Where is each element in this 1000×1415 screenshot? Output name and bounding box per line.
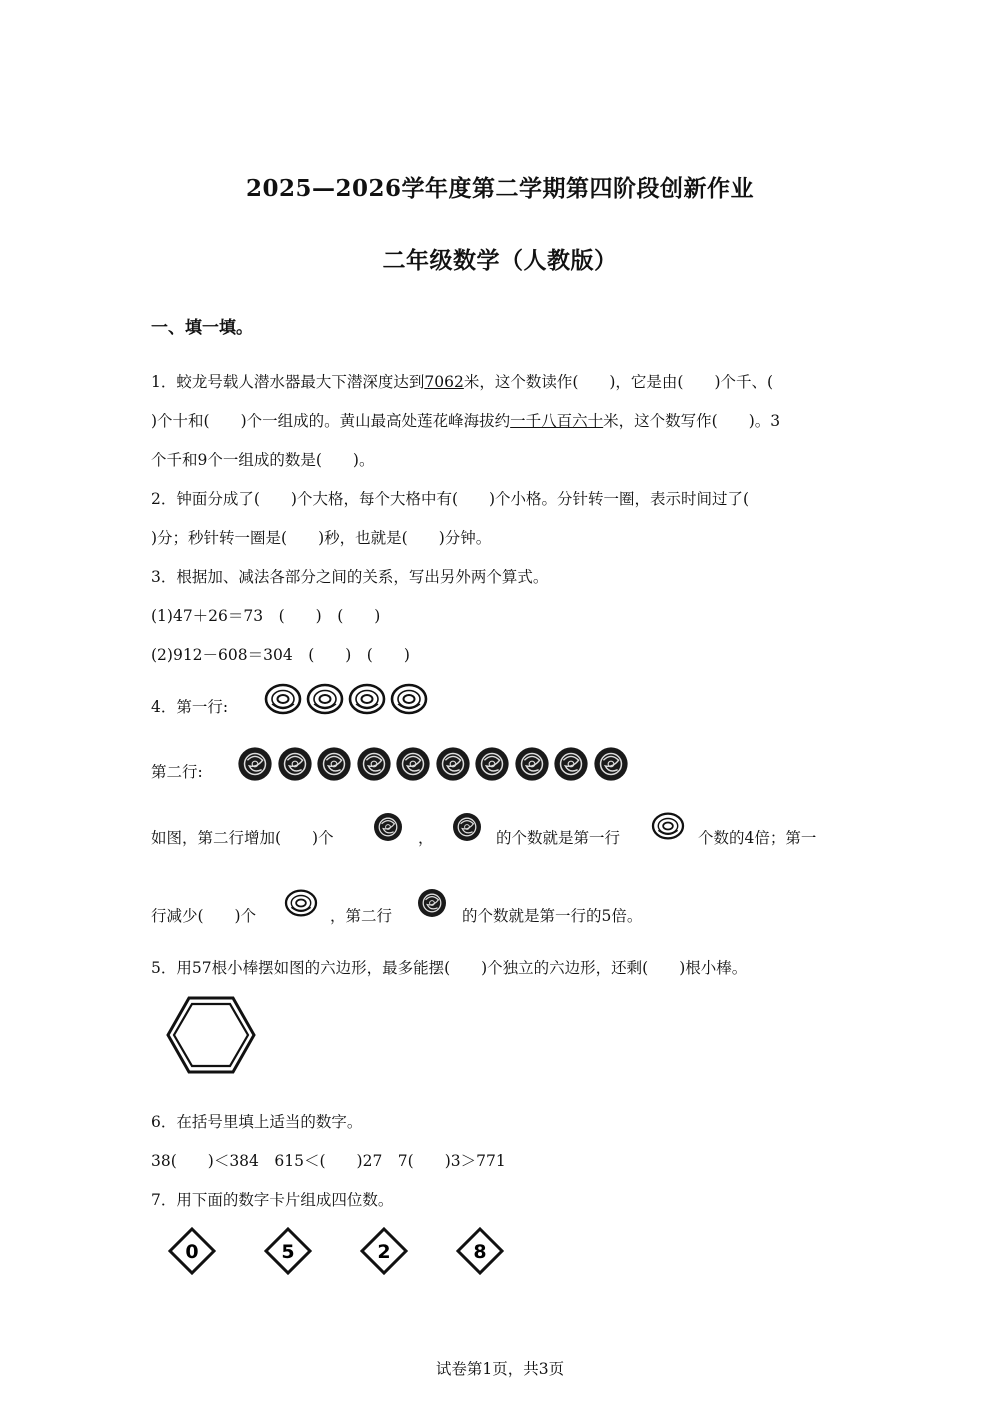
ball-icon bbox=[372, 811, 404, 843]
number-card-digit: 8 bbox=[473, 1241, 487, 1263]
ball-icon bbox=[236, 745, 274, 783]
q5-text: 5．用57根小棒摆如图的六边形，最多能摆( )个独立的六边形，还剩( )根小棒。 bbox=[151, 959, 748, 977]
number-card bbox=[456, 1227, 504, 1275]
q1-line2 bbox=[151, 411, 780, 431]
q1-line3: 个千和9个一组成的数是( )。 bbox=[151, 451, 375, 469]
q4-text-7: 的个数就是第一行的5倍。 bbox=[462, 907, 643, 925]
page-subtitle: 二年级数学（人教版） bbox=[382, 247, 618, 274]
q1-text-c: )个十和( )个一组成的。黄山最高处莲花峰海拔约 bbox=[151, 412, 511, 430]
q4-text-2: ， bbox=[418, 829, 434, 847]
ball-icon bbox=[355, 745, 393, 783]
q3-equation-2: (2)912－608＝304 ( ) ( ) bbox=[151, 646, 410, 664]
q1-underlined-number: 7062 bbox=[424, 373, 464, 391]
ring-icon bbox=[389, 682, 429, 716]
ball-icon bbox=[394, 745, 432, 783]
q2-line1: 2．钟面分成了( )个大格，每个大格中有( )个小格。分针转一圈，表示时间过了( bbox=[151, 490, 750, 508]
q6-items: 38( )＜384 615＜( )27 7( )3＞771 bbox=[151, 1152, 506, 1170]
ring-icon bbox=[347, 682, 387, 716]
number-card-digit: 0 bbox=[185, 1241, 199, 1263]
ring-icon bbox=[305, 682, 345, 716]
ball-icon bbox=[473, 745, 511, 783]
q1-text-d: 米，这个数写作( )。3 bbox=[603, 412, 781, 430]
ball-icon bbox=[276, 745, 314, 783]
q7-stem: 7．用下面的数字卡片组成四位数。 bbox=[151, 1191, 394, 1209]
number-card bbox=[360, 1227, 408, 1275]
page-footer: 试卷第1页，共3页 bbox=[435, 1360, 565, 1378]
number-card bbox=[168, 1227, 216, 1275]
ring-icon bbox=[650, 811, 686, 841]
q2-line2: )分；秒针转一圈是( )秒，也就是( )分钟。 bbox=[151, 529, 492, 547]
q1-line1 bbox=[151, 372, 773, 392]
ball-icon bbox=[552, 745, 590, 783]
q3-equation-1: (1)47＋26＝73 ( ) ( ) bbox=[151, 607, 381, 625]
ball-icon bbox=[416, 887, 448, 919]
ball-icon bbox=[513, 745, 551, 783]
q4-row1-label: 4．第一行: bbox=[151, 698, 229, 716]
number-card-digit: 5 bbox=[281, 1241, 295, 1263]
number-card-digit: 2 bbox=[377, 1241, 391, 1263]
ball-icon bbox=[315, 745, 353, 783]
q1-text-b: 米，这个数读作( )，它是由( )个千、( bbox=[463, 373, 774, 391]
q1-underlined-words: 一千八百六十 bbox=[510, 412, 604, 430]
q3-stem: 3．根据加、减法各部分之间的关系，写出另外两个算式。 bbox=[151, 568, 549, 586]
q4-text-5: 行减少( )个 bbox=[151, 907, 257, 925]
page-title: 2025—2026学年度第二学期第四阶段创新作业 bbox=[245, 175, 755, 202]
hexagon-icon bbox=[164, 994, 258, 1076]
q4-text-3: 的个数就是第一行 bbox=[496, 829, 621, 847]
ball-icon bbox=[434, 745, 472, 783]
q4-text-6: ，第二行 bbox=[330, 907, 393, 925]
q1-text-a: 1．蛟龙号载人潜水器最大下潜深度达到 bbox=[151, 373, 425, 391]
ring-icon bbox=[263, 682, 303, 716]
q6-stem: 6．在括号里填上适当的数字。 bbox=[151, 1113, 363, 1131]
q4-text-1: 如图，第二行增加( )个 bbox=[151, 829, 334, 847]
ball-icon bbox=[592, 745, 630, 783]
number-card bbox=[264, 1227, 312, 1275]
q4-row2-label: 第二行: bbox=[151, 763, 203, 781]
section-heading: 一、填一填。 bbox=[151, 318, 253, 338]
q4-text-4: 个数的4倍；第一 bbox=[698, 829, 817, 847]
ring-icon bbox=[283, 888, 319, 918]
ball-icon bbox=[451, 811, 483, 843]
